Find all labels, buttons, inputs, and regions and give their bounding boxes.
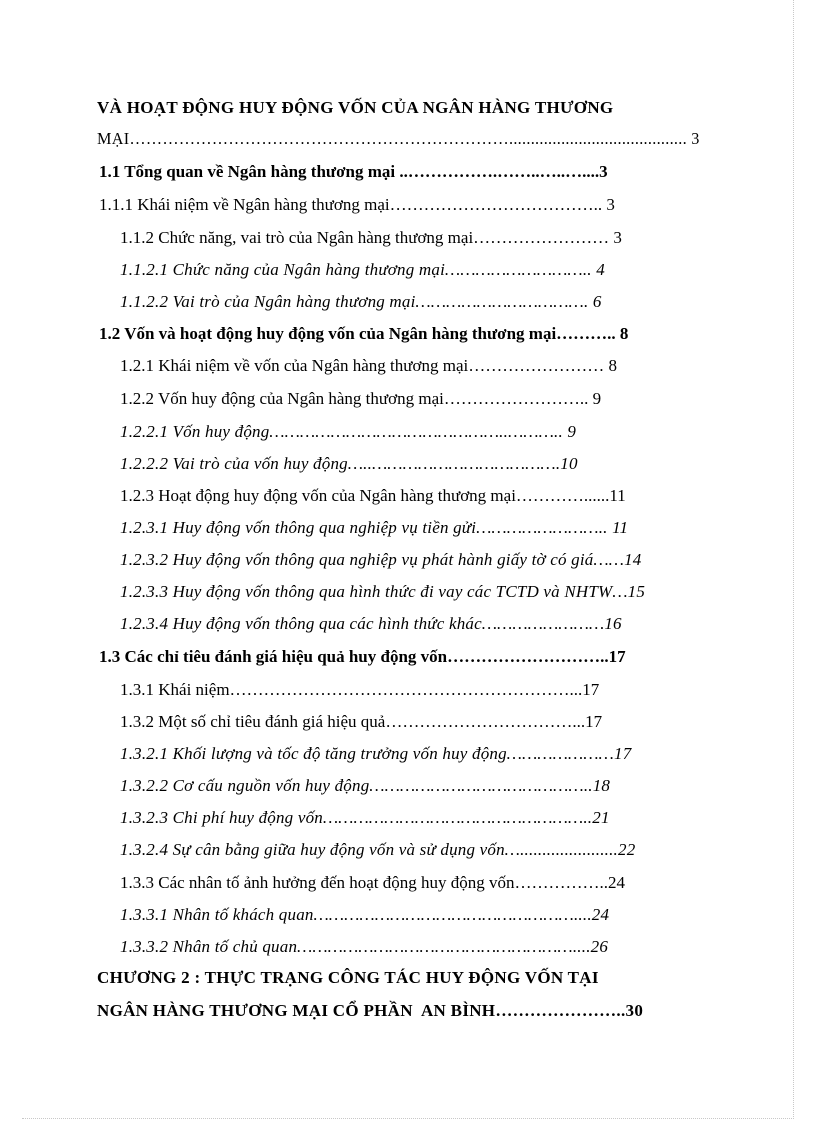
toc-chapter-heading: VÀ HOẠT ĐỘNG HUY ĐỘNG VỐN CỦA NGÂN HÀNG THƯƠNG (97, 98, 614, 117)
toc-chapter-heading-cont[interactable]: NGÂN HÀNG THƯƠNG MẠI CỔ PHẦN AN BÌNH…………………..30 (97, 1001, 644, 1020)
toc-entry[interactable]: 1.2.3 Hoạt động huy động vốn của Ngân hàng thương mại…………......11 (120, 486, 626, 505)
toc-entry[interactable]: 1.1 Tổng quan về Ngân hàng thương mại ..…………….……..…..…....3 (99, 162, 608, 181)
toc-entry[interactable]: 1.3.3.1 Nhân tố khách quan……………………………………………....24 (120, 905, 610, 924)
toc-chapter-heading-cont[interactable]: MẠI……………………………………………………………......................................... 3 (97, 129, 700, 148)
toc-entry[interactable]: 1.3 Các chỉ tiêu đánh giá hiệu quả huy động vốn………………………..17 (99, 647, 626, 666)
toc-entry[interactable]: 1.3.3.2 Nhân tố chủ quan………………………………………………....26 (120, 937, 609, 956)
toc-chapter-heading: CHƯƠNG 2 : THỰC TRẠNG CÔNG TÁC HUY ĐỘNG VỐN TẠI (97, 968, 599, 987)
toc-entry[interactable]: 1.2.3.4 Huy động vốn thông qua các hình thức khác……………………16 (120, 614, 622, 633)
toc-entry[interactable]: 1.3.2 Một số chỉ tiêu đánh giá hiệu quả……………………………...17 (120, 712, 603, 731)
toc-entry[interactable]: 1.2 Vốn và hoạt động huy động vốn của Ngân hàng thương mại……….. 8 (99, 324, 629, 343)
toc-entry[interactable]: 1.3.2.2 Cơ cấu nguồn vốn huy động……………………………………..18 (120, 776, 611, 795)
toc-entry[interactable]: 1.2.2.1 Vốn huy động………………………………………..……….. 9 (120, 422, 577, 441)
toc-entry[interactable]: 1.1.1 Khái niệm về Ngân hàng thương mại……………………………….. 3 (99, 195, 615, 214)
toc-entry[interactable]: 1.2.3.1 Huy động vốn thông qua nghiệp vụ tiền gửi…………………….. 11 (120, 518, 629, 537)
toc-entry[interactable]: 1.3.1 Khái niệm……………………………………………………...17 (120, 680, 600, 699)
toc-entry[interactable]: 1.2.2 Vốn huy động của Ngân hàng thương mại…………………….. 9 (120, 389, 602, 408)
toc-entry[interactable]: 1.2.1 Khái niệm về vốn của Ngân hàng thương mại…………………… 8 (120, 356, 617, 375)
toc-entry[interactable]: 1.2.3.3 Huy động vốn thông qua hình thức đi vay các TCTD và NHTW…15 (120, 582, 646, 601)
toc-entry[interactable]: 1.2.3.2 Huy động vốn thông qua nghiệp vụ phát hành giấy tờ có giá……14 (120, 550, 642, 569)
toc-entry[interactable]: 1.1.2.2 Vai trò của Ngân hàng thương mại……………………………. 6 (120, 292, 602, 311)
toc-entry[interactable]: 1.3.2.1 Khối lượng và tốc độ tăng trưởng vốn huy động…………………17 (120, 744, 632, 763)
toc-entry[interactable]: 1.1.2.1 Chức năng của Ngân hàng thương mại……………………….. 4 (120, 260, 605, 279)
toc-entry[interactable]: 1.3.2.3 Chi phí huy động vốn……………………………………………..21 (120, 808, 610, 827)
toc-entry[interactable]: 1.2.2.2 Vai trò của vốn huy động…..……………………………….10 (120, 454, 578, 473)
toc-entry[interactable]: 1.3.2.4 Sự cân bằng giữa huy động vốn và sử dụng vốn…......................22 (120, 840, 636, 859)
toc-entry[interactable]: 1.3.3 Các nhân tố ảnh hưởng đến hoạt động huy động vốn……………..24 (120, 873, 626, 892)
toc-entry[interactable]: 1.1.2 Chức năng, vai trò của Ngân hàng thương mại…………………… 3 (120, 228, 622, 247)
